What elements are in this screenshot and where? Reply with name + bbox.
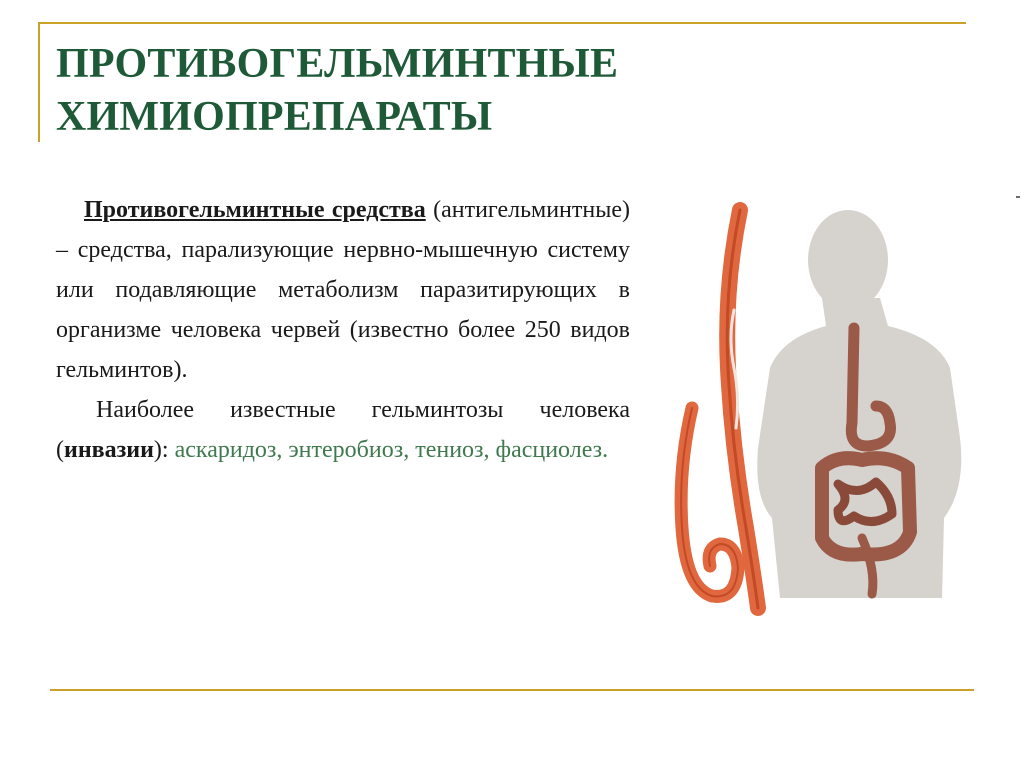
diseases-strong-term: инвазии (64, 437, 154, 463)
slide-title-line-1: ПРОТИВОГЕЛЬМИНТНЫЕ (56, 41, 619, 87)
diseases-paragraph (56, 390, 630, 470)
left-divider (38, 22, 40, 142)
slide-title (56, 38, 776, 144)
slide-body (56, 190, 630, 470)
diseases-after: ): (153, 437, 175, 463)
definition-paragraph (56, 190, 630, 390)
roundworms-and-human-intestine-icon (662, 198, 972, 618)
diseases-list: аскаридоз, энтеробиоз, тениоз, фасциолез. (174, 437, 609, 463)
diseases-intro: Наиболее известные гельминтозы человека ( (56, 397, 630, 463)
bottom-divider (50, 689, 974, 691)
definition-text: (антигельминтные) – средства, парализующие нервно-мышечную систему или подавляющие метаболизм паразитирующих в организме человека червей (известно более 250 видов гельминтов). (56, 197, 630, 383)
definition-term: Противогельминтные средства (84, 197, 426, 223)
slide-title-line-2: ХИМИОПРЕПАРАТЫ (56, 94, 493, 140)
edge-mark (1016, 196, 1020, 198)
top-divider (38, 22, 966, 24)
